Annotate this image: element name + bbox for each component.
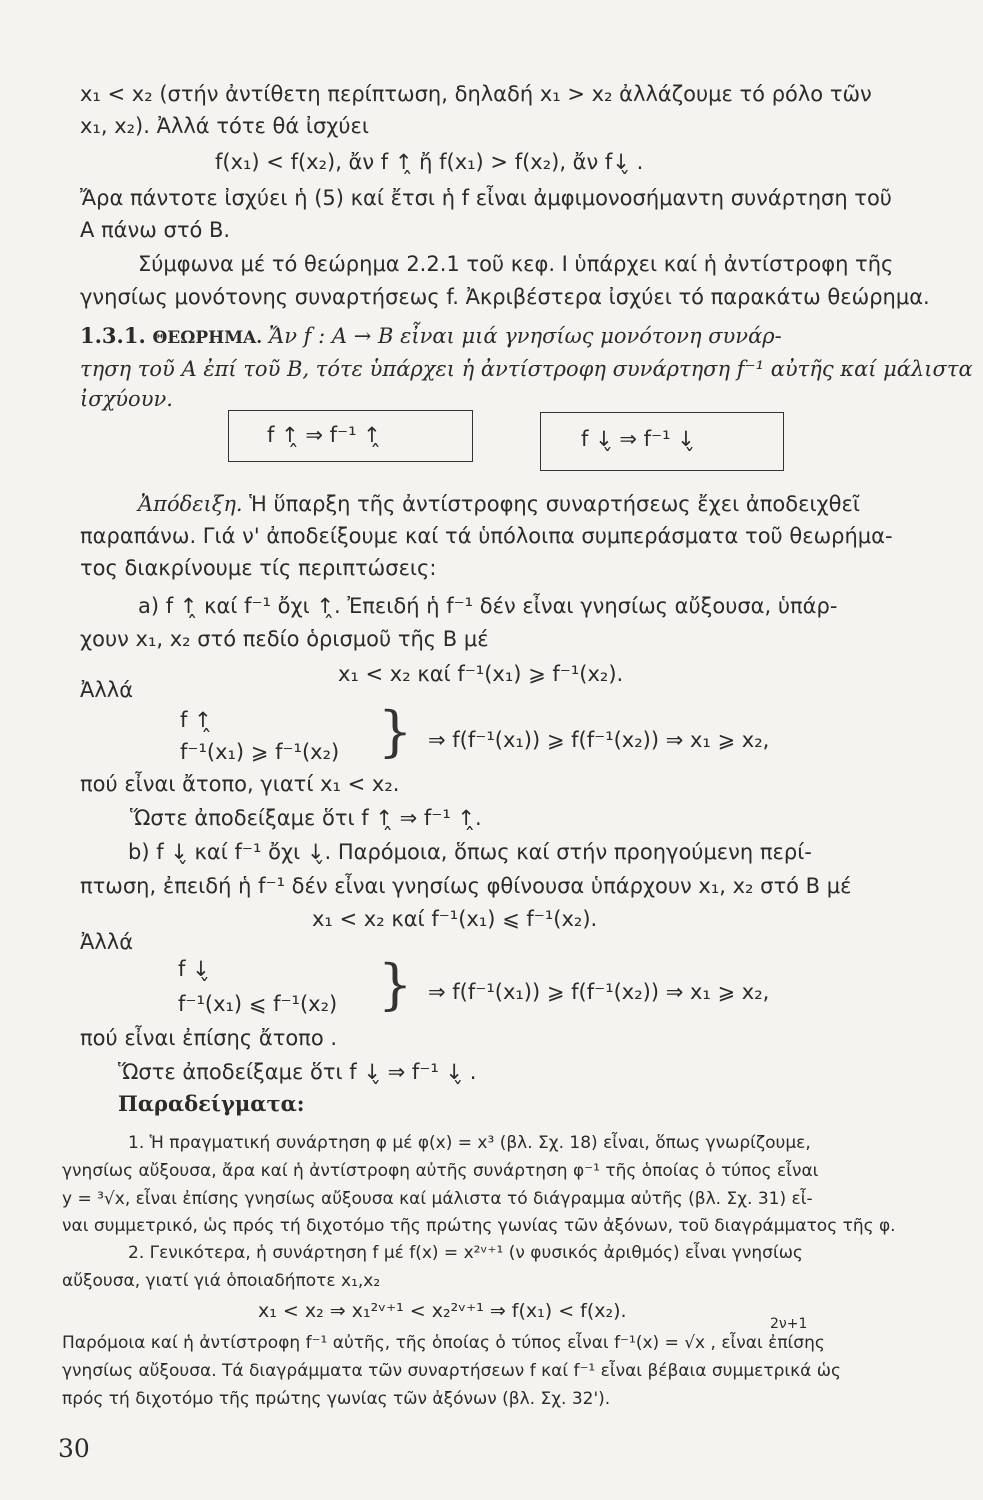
example-2-line: πρός τή διχοτόμο τῆς πρώτης γωνίας τῶν ἀξόνων (βλ. Σχ. 32'). [62,1389,611,1409]
case-b-system-1: f ↓̬ [178,957,210,981]
text-line: πού εἶναι ἄτοπο, γιατί x₁ < x₂. [80,772,400,796]
formula-line: f(x₁) < f(x₂), ἄν f ↑̭ ἤ f(x₁) > f(x₂), ἄν f↓̬ . [215,150,644,174]
case-b-line: πτωση, ἐπειδή ἡ f⁻¹ δέν εἶναι γνησίως φθίνουσα ὑπάρχουν x₁, x₂ στό B μέ [80,874,852,898]
case-a-condition: x₁ < x₂ καί f⁻¹(x₁) ⩾ f⁻¹(x₂). [338,662,624,686]
case-b-system-2: f⁻¹(x₁) ⩽ f⁻¹(x₂) [178,992,338,1016]
case-a-system-2: f⁻¹(x₁) ⩾ f⁻¹(x₂) [180,740,340,764]
example-2-line: αὔξουσα, γιατί γιά ὁποιαδήποτε x₁,x₂ [62,1271,381,1291]
theorem-statement: ἰσχύουν. [80,387,173,411]
text-line: τος διακρίνουμε τίς περιπτώσεις: [80,556,437,580]
case-a-alla: Ἀλλά [80,678,134,702]
examples-title: Παραδείγματα: [118,1091,305,1116]
text-line: x₁ < x₂ (στήν ἀντίθετη περίπτωση, δηλαδή x₁ > x₂ ἀλλάζουμε τό ρόλο τῶν [80,82,872,106]
right-brace: } [378,700,413,763]
case-a-implication: ⇒ f(f⁻¹(x₁)) ⩾ f(f⁻¹(x₂)) ⇒ x₁ ⩾ x₂, [428,728,770,752]
example-1-line: γνησίως αὔξουσα, ἄρα καί ἡ ἀντίστροφη αὐτῆς συνάρτηση φ⁻¹ τῆς ὁποίας ὁ τύπος εἶναι [62,1161,819,1181]
example-1-line: ναι συμμετρικό, ὡς πρός τή διχοτόμο τῆς πρώτης γωνίας τῶν ἀξόνων, τοῦ διαγράμματος τῆς φ. [62,1216,896,1236]
example-1-line: 1. Ἡ πραγματική συνάρτηση φ μέ φ(x) = x³ (βλ. Σχ. 18) εἶναι, ὅπως γνωρίζουμε, [128,1133,811,1153]
case-b-condition: x₁ < x₂ καί f⁻¹(x₁) ⩽ f⁻¹(x₂). [312,907,598,931]
theorem-number: 1.3.1. [80,323,146,348]
text-line: A πάνω στό B. [80,218,231,242]
text-line: γνησίως μονότονης συναρτήσεως f. Ἀκριβέστερα ἰσχύει τό παρακάτω θεώρημα. [80,285,930,309]
root-index: 2ν+1 [770,1316,808,1332]
case-b-implication: ⇒ f(f⁻¹(x₁)) ⩾ f(f⁻¹(x₂)) ⇒ x₁ ⩾ x₂, [428,980,770,1004]
example-1-line: y = ³√x, εἶναι ἐπίσης γνησίως αὔξουσα καί μάλιστα τό διάγραμμα αὐτῆς (βλ. Σχ. 31) εἶ- [62,1189,813,1209]
text-line: Σύμφωνα μέ τό θεώρημα 2.2.1 τοῦ κεφ. I ὑπάρχει καί ἡ ἀντίστροφη τῆς [138,252,894,276]
case-a-conclusion: Ὥστε ἀποδείξαμε ὅτι f ↑̭ ⇒ f⁻¹ ↑̭. [130,806,482,830]
theorem-statement: τηση τοῦ A ἐπί τοῦ B, τότε ὑπάρχει ἡ ἀντίστροφη συνάρτηση f⁻¹ αὐτῆς καί μάλιστα [80,357,973,381]
theorem-line [80,322,782,352]
page-number: 30 [58,1434,90,1463]
proof-line [138,490,860,518]
case-a-line: a) f ↑̭ καί f⁻¹ ὄχι ↑̭. Ἐπειδή ἡ f⁻¹ δέν εἶναι γνησίως αὔξουσα, ὑπάρ- [138,594,838,618]
example-2-formula: x₁ < x₂ ⇒ x₁²ᵛ⁺¹ < x₂²ᵛ⁺¹ ⇒ f(x₁) < f(x₂). [258,1300,627,1322]
example-2-line: Παρόμοια καί ἡ ἀντίστροφη f⁻¹ αὐτῆς, τῆς ὁποίας ὁ τύπος εἶναι f⁻¹(x) = √x , εἶναι ἐπίσης [62,1333,825,1353]
proof-label: Ἀπόδειξη. [138,492,243,516]
case-b-conclusion: Ὥστε ἀποδείξαμε ὅτι f ↓̬ ⇒ f⁻¹ ↓̬ . [118,1060,477,1084]
example-2-line: γνησίως αὔξουσα. Τά διαγράμματα τῶν συναρτήσεων f καί f⁻¹ εἶναι βέβαια συμμετρικά ὡς [62,1361,841,1381]
case-a-system-1: f ↑̭ [180,708,212,732]
theorem-statement: Ἄν f : A → B εἶναι μιά γνησίως μονότονη συνάρ- [268,324,782,348]
proof-text: Ἡ ὕπαρξη τῆς ἀντίστροφης συναρτήσεως ἔχει ἀποδειχθεῖ [249,492,860,516]
case-b-line: b) f ↓̬ καί f⁻¹ ὄχι ↓̬. Παρόμοια, ὅπως καί στήν προηγούμενη περί- [128,840,812,864]
formula-decreasing: f ↓̬ ⇒ f⁻¹ ↓̬ [581,427,695,451]
text-line: παραπάνω. Γιά ν' ἀποδείξουμε καί τά ὑπόλοιπα συμπεράσματα τοῦ θεωρήμα- [80,524,893,548]
example-2-line: 2. Γενικότερα, ἡ συνάρτηση f μέ f(x) = x²ᵛ⁺¹ (ν φυσικός ἀριθμός) εἶναι γνησίως [128,1243,803,1263]
text-line: x₁, x₂). Ἀλλά τότε θά ἰσχύει [80,114,370,138]
formula-box-decreasing [540,412,784,471]
case-a-line: χουν x₁, x₂ στό πεδίο ὁρισμοῦ τῆς B μέ [80,627,489,651]
formula-box-increasing [228,410,473,462]
theorem-label: ΘΕΩΡΗΜΑ. [152,328,263,348]
case-b-alla: Ἀλλά [80,930,134,954]
formula-increasing: f ↑̭ ⇒ f⁻¹ ↑̭ [267,423,381,447]
text-line: Ἄρα πάντοτε ἰσχύει ἡ (5) καί ἔτσι ἡ f εἶναι ἀμφιμονοσήμαντη συνάρτηση τοῦ [80,186,892,210]
right-brace: } [378,953,413,1016]
text-line: πού εἶναι ἐπίσης ἄτοπο . [80,1026,338,1050]
